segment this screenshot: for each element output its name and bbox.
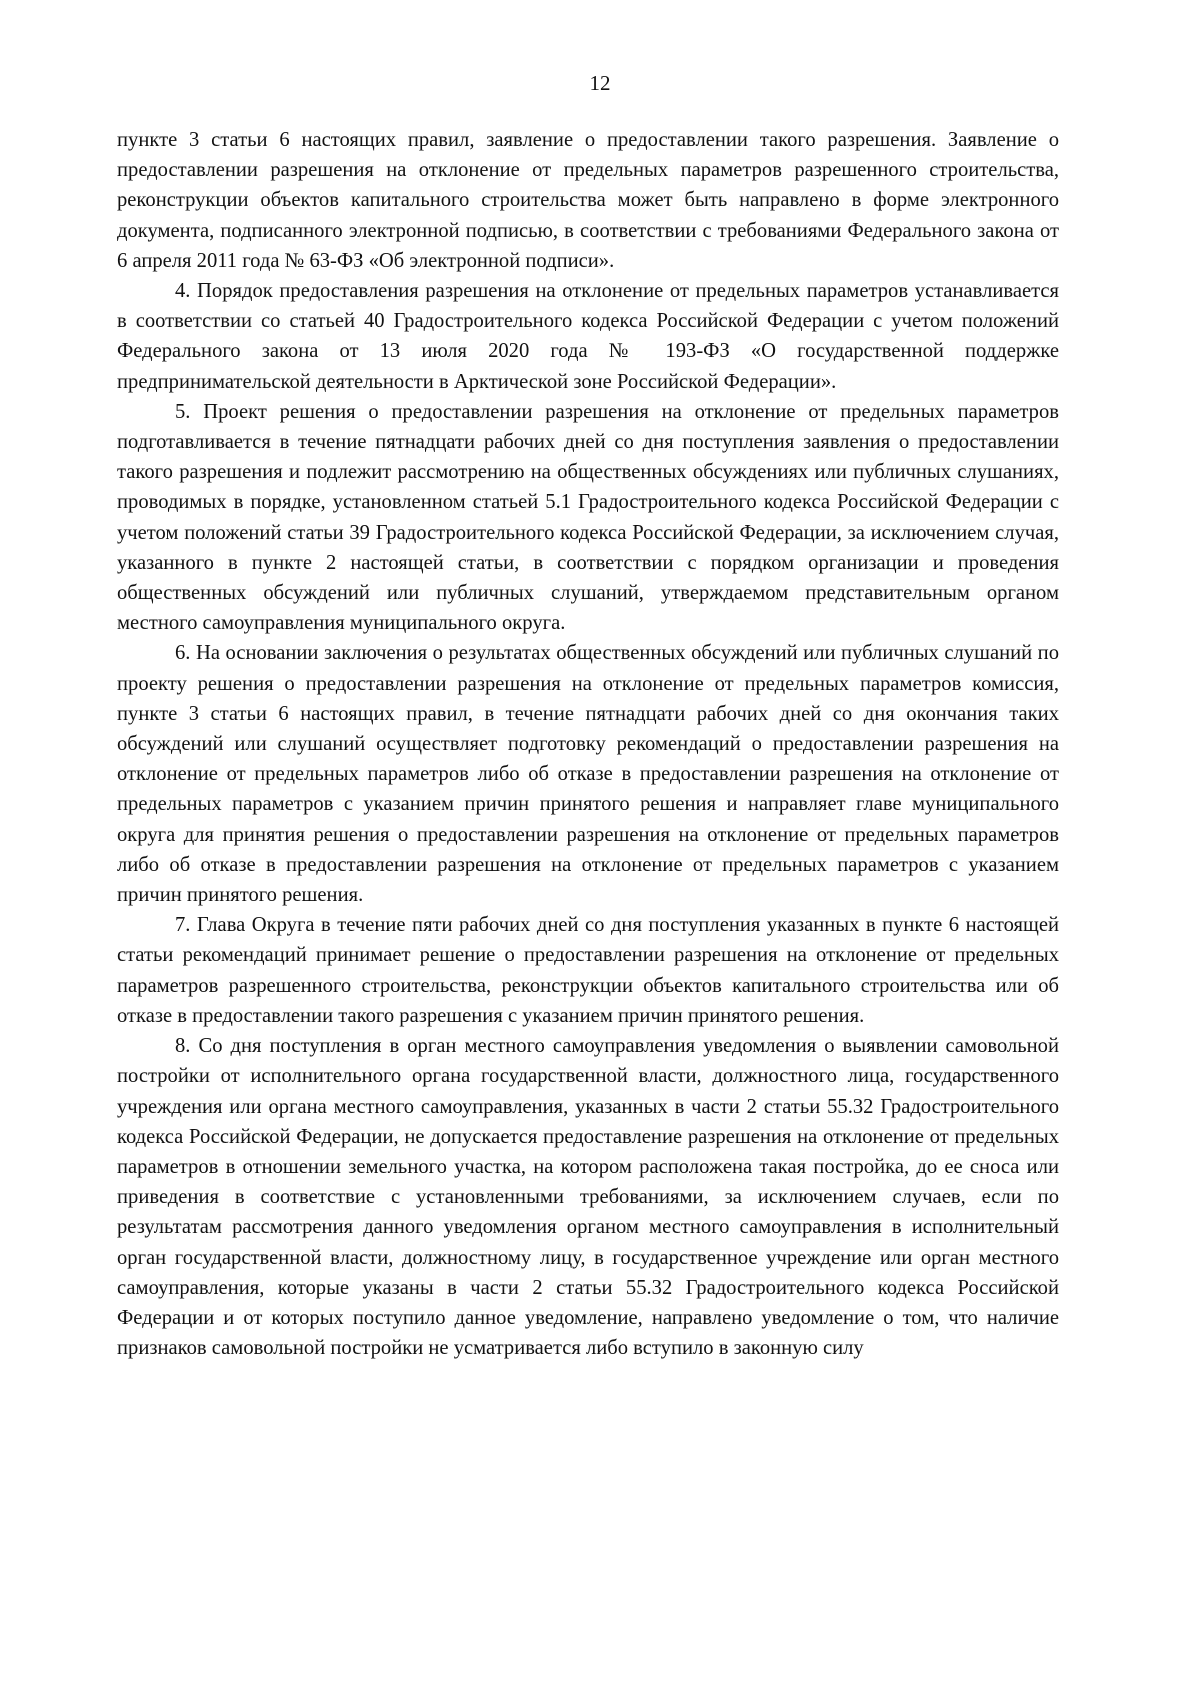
paragraph-item-7: 7. Глава Округа в течение пяти рабочих дней со дня поступления указанных в пункте 6 настоящей статьи рекомендаций принимает решение о предоставлении разрешения на отклонение от предельных параметров разрешенного строительства, реконструкции объектов капитального строительства или об отказе в предоставлении такого разрешения с указанием причин принятого решения. (117, 914, 1059, 1027)
paragraph-item-6: 6. На основании заключения о результатах общественных обсуждений или публичных слушаний по проекту решения о предоставлении разрешения на отклонение от предельных параметров комиссия, пункте 3 статьи 6 настоящих правил, в течение пятнадцати рабочих дней со дня окончания таких обсуждений или слушаний осуществляет подготовку рекомендаций о предоставлении разрешения на отклонение от предельных параметров либо об отказе в предоставлении разрешения на отклонение от предельных параметров с указанием причин принятого решения и направляет главе муниципального округа для принятия решения о предоставлении разрешения на отклонение от предельных параметров либо об отказе в предоставлении разрешения на отклонение от предельных параметров с указанием причин принятого решения. (117, 642, 1059, 907)
page-number: 12 (589, 71, 611, 95)
paragraph-item-4: 4. Порядок предоставления разрешения на отклонение от предельных параметров устанавливается в соответствии со статьей 40 Градостроительного кодекса Российской Федерации с учетом положений Федерального закона от 13 июля 2020 года № 193-ФЗ «О государственной поддержке предпринимательской деятельности в Арктической зоне Российской Федерации». (117, 280, 1059, 393)
paragraph-continuation: пункте 3 статьи 6 настоящих правил, заявление о предоставлении такого разрешения. Заявление о предоставлении разрешения на отклонение от предельных параметров разрешенного строительства, реконструкции объектов капитального строительства может быть направлено в форме электронного документа, подписанного электронной подписью, в соответствии с требованиями Федерального закона от 6 апреля 2011 года № 63-ФЗ «Об электронной подписи». (117, 129, 1059, 272)
paragraph-item-8: 8. Со дня поступления в орган местного самоуправления уведомления о выявлении самовольной постройки от исполнительного органа государственной власти, должностного лица, государственного учреждения или органа местного самоуправления, указанных в части 2 статьи 55.32 Градостроительного кодекса Российской Федерации, не допускается предоставление разрешения на отклонение от предельных параметров в отношении земельного участка, на котором расположена такая постройка, до ее сноса или приведения в соответствие с установленными требованиями, за исключением случаев, если по результатам рассмотрения данного уведомления органом местного самоуправления в исполнительный орган государственной власти, должностному лицу, в государственное учреждение или орган местного самоуправления, которые указаны в части 2 статьи 55.32 Градостроительного кодекса Российской Федерации и от которых поступило данное уведомление, направлено уведомление о том, что наличие признаков самовольной постройки не усматривается либо вступило в законную силу (117, 1035, 1059, 1360)
document-body (117, 125, 1059, 1363)
paragraph-item-5: 5. Проект решения о предоставлении разрешения на отклонение от предельных параметров подготавливается в течение пятнадцати рабочих дней со дня поступления заявления о предоставлении такого разрешения и подлежит рассмотрению на общественных обсуждениях или публичных слушаниях, проводимых в порядке, установленном статьей 5.1 Градостроительного кодекса Российской Федерации с учетом положений статьи 39 Градостроительного кодекса Российской Федерации, за исключением случая, указанного в пункте 2 настоящей статьи, в соответствии с порядком организации и проведения общественных обсуждений или публичных слушаний, утверждаемом представительным органом местного самоуправления муниципального округа. (117, 400, 1059, 635)
